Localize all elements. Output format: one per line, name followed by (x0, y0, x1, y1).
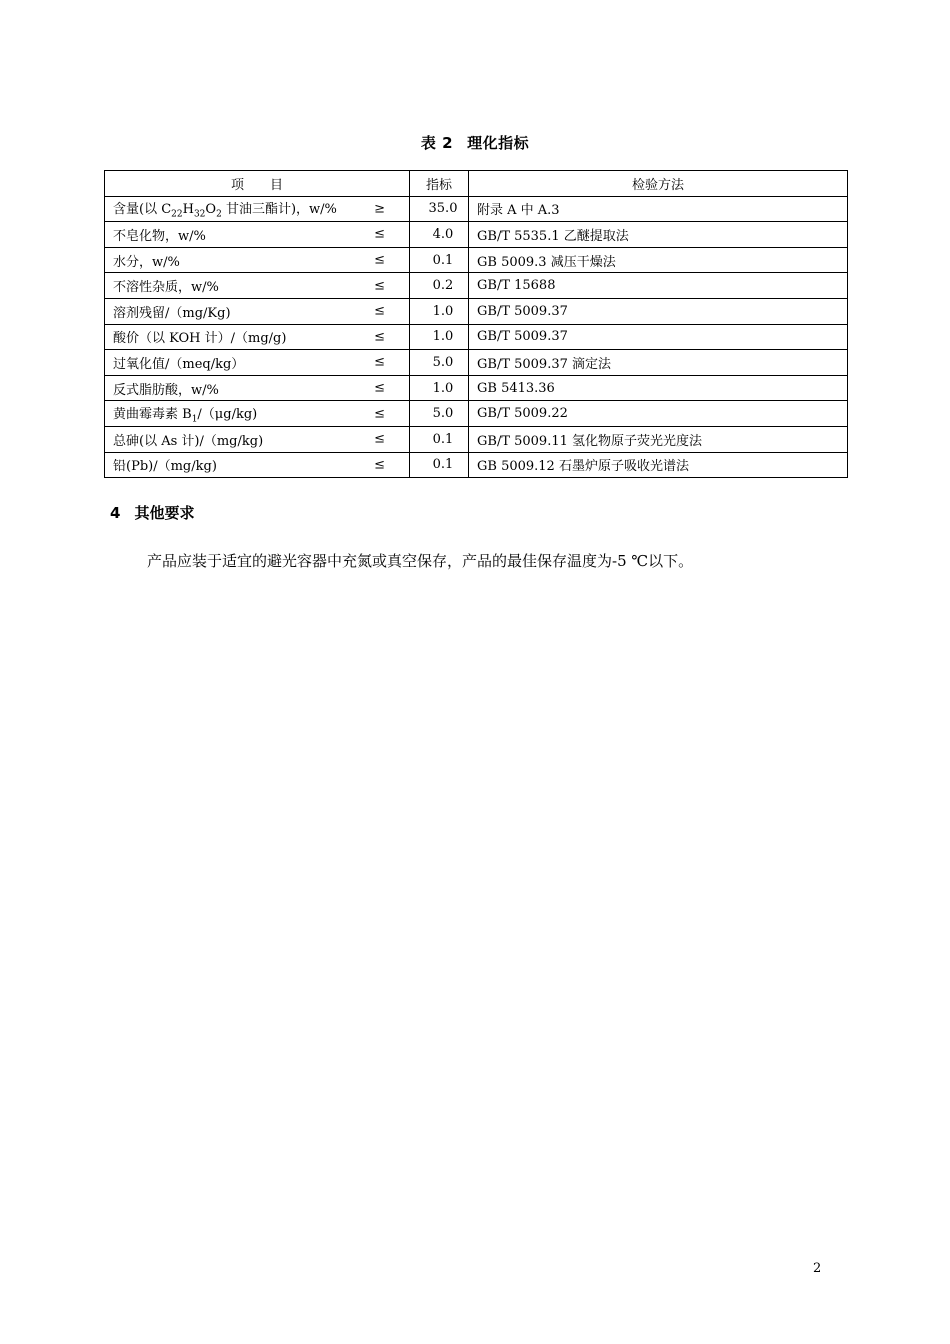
table-title-text: 理化指标 (467, 134, 530, 152)
method-cell: GB/T 5009.37 (469, 324, 848, 350)
value-cell: 1.0 (410, 298, 469, 324)
method-cell: GB 5009.3 减压干燥法 (469, 247, 848, 273)
value-cell: 0.1 (410, 247, 469, 273)
header-value: 指标 (410, 171, 469, 197)
value-cell: 1.0 (410, 375, 469, 401)
table-row (105, 426, 848, 452)
item-cell (105, 350, 410, 376)
table-title (0, 132, 950, 153)
item-label: 过氧化值/（meq/kg） (113, 356, 245, 372)
item-label: 溶剂残留/（mg/Kg) (113, 305, 231, 321)
value-cell: 5.0 (410, 401, 469, 427)
method-cell: GB/T 5009.37 (469, 298, 848, 324)
physicochemical-table (104, 170, 848, 478)
method-cell: GB 5009.12 石墨炉原子吸收光谱法 (469, 452, 848, 478)
item-cell (105, 452, 410, 478)
table-title-number: 表 2 (420, 134, 454, 152)
item-label: 不溶性杂质，w/% (113, 280, 219, 296)
method-cell: GB/T 5535.1 乙醚提取法 (469, 222, 848, 248)
header-method: 检验方法 (469, 171, 848, 197)
item-cell (105, 401, 410, 427)
section-heading (110, 502, 194, 523)
comparison-symbol: ≤ (374, 380, 385, 396)
comparison-symbol: ≤ (374, 329, 385, 345)
value-cell: 35.0 (410, 196, 469, 222)
item-cell (105, 426, 410, 452)
table-row (105, 350, 848, 376)
value-cell: 5.0 (410, 350, 469, 376)
table-row (105, 298, 848, 324)
method-cell: GB/T 15688 (469, 273, 848, 299)
item-label: 水分，w/% (113, 254, 180, 270)
header-item: 项 目 (105, 171, 410, 197)
method-cell: 附录 A 中 A.3 (469, 196, 848, 222)
item-cell (105, 196, 410, 222)
table-row (105, 273, 848, 299)
item-label: 总砷(以 As 计)/（mg/kg) (113, 433, 264, 449)
item-label: 反式脂肪酸，w/% (113, 382, 219, 398)
method-cell: GB/T 5009.37 滴定法 (469, 350, 848, 376)
value-cell: 4.0 (410, 222, 469, 248)
item-cell (105, 273, 410, 299)
item-label: 铅(Pb)/（mg/kg) (113, 459, 217, 475)
comparison-symbol: ≤ (374, 431, 385, 447)
method-cell: GB 5413.36 (469, 375, 848, 401)
table-header-row (105, 171, 848, 197)
comparison-symbol: ≤ (374, 226, 385, 242)
comparison-symbol: ≤ (374, 457, 385, 473)
value-cell: 0.1 (410, 452, 469, 478)
table-row (105, 222, 848, 248)
section-number: 4 (110, 504, 121, 522)
method-cell: GB/T 5009.11 氢化物原子荧光光度法 (469, 426, 848, 452)
comparison-symbol: ≤ (374, 406, 385, 422)
item-cell (105, 222, 410, 248)
item-label: 黄曲霉毒素 $B_1/(\mu g/kg)$ (113, 406, 258, 425)
item-label: 不皂化物，w/% (113, 228, 206, 244)
item-cell (105, 247, 410, 273)
item-label: 含量(以 $C_{22}H_{32}O_2$ 甘油三酯计)，w/% (113, 202, 337, 220)
item-cell (105, 324, 410, 350)
value-cell: 0.2 (410, 273, 469, 299)
section-title: 其他要求 (134, 504, 195, 522)
method-cell: GB/T 5009.22 (469, 401, 848, 427)
table-row (105, 196, 848, 222)
table-row (105, 324, 848, 350)
table-row (105, 452, 848, 478)
table-row (105, 375, 848, 401)
table-row (105, 247, 848, 273)
comparison-symbol: ≤ (374, 303, 385, 319)
comparison-symbol: ≤ (374, 354, 385, 370)
page-number: 2 (813, 1261, 822, 1276)
item-cell (105, 298, 410, 324)
item-label: 酸价（以 KOH 计）/（mg/g) (113, 331, 287, 347)
value-cell: 0.1 (410, 426, 469, 452)
comparison-symbol: ≤ (374, 278, 385, 294)
comparison-symbol: ≥ (374, 201, 385, 217)
item-cell (105, 375, 410, 401)
table-row (105, 401, 848, 427)
comparison-symbol: ≤ (374, 252, 385, 268)
value-cell: 1.0 (410, 324, 469, 350)
storage-paragraph: 产品应装于适宜的避光容器中充氮或真空保存，产品的最佳保存温度为-5 ℃以下。 (147, 552, 694, 570)
